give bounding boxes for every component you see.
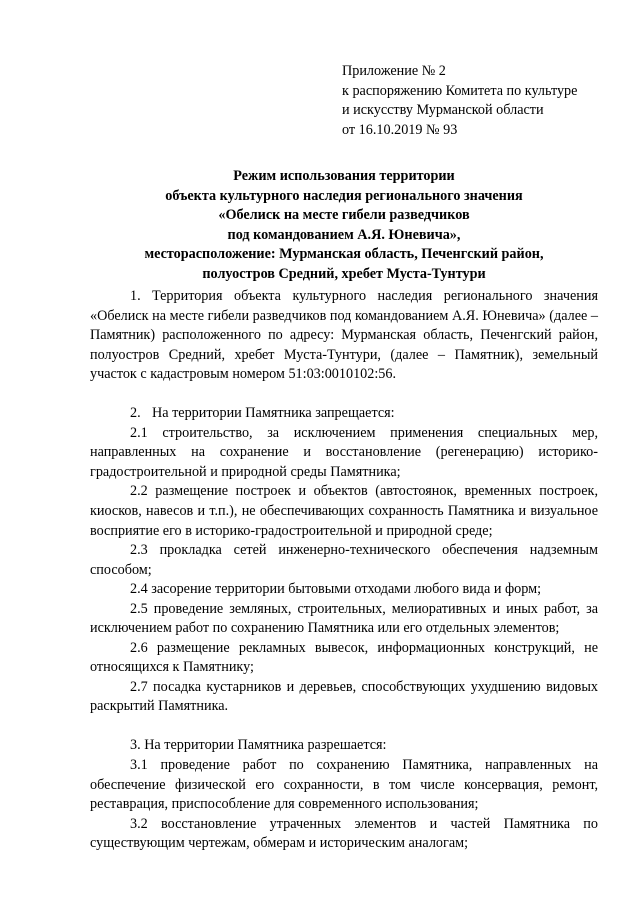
document-body [90, 287, 598, 854]
title-line-5: месторасположение: Мурманская область, Печенгский район, [144, 246, 544, 263]
list-item: 2.3 прокладка сетей инженерно-технического обеспечения надземным способом; [90, 542, 598, 578]
annex-date: от 16.10.2019 № 93 [342, 121, 458, 138]
list-item: 2.2 размещение построек и объектов (автостоянок, временных построек, киосков, навесов и т.п.), не обеспечивающих сохранность Памятника и визуальное восприятие его в историко-градостроительной и природной среде; [90, 483, 598, 539]
list-item: 3.1 проведение работ по сохранению Памятника, направленных на обеспечение физической его сохранности, в том числе консервация, ремонт, реставрация, приспособление для современного использования; [90, 757, 598, 813]
annex-authority: и искусству Мурманской области [342, 102, 544, 119]
title-line-6: полуостров Средний, хребет Муста-Тунтури [202, 265, 486, 282]
document-title [90, 167, 598, 285]
section-2-number: 2. [130, 405, 141, 422]
section-2-heading-text: На территории Памятника запрещается: [152, 405, 395, 422]
section-1-number: 1. [130, 288, 141, 304]
title-line-1: Режим использования территории [233, 168, 455, 184]
title-line-2: объекта культурного наследия регионального значения [165, 187, 523, 204]
list-item: 2.5 проведение земляных, строительных, мелиоративных и иных работ, за исключением работ по сохранению Памятника или его отдельных элементов; [90, 600, 598, 637]
annex-order-ref: к распоряжению Комитета по культуре [342, 82, 578, 99]
section-1-paragraph [90, 287, 598, 385]
list-item: 3.2 восстановление утраченных элементов и частей Памятника по существующим чертежам, обмерам и историческим аналогам; [90, 815, 598, 852]
list-item: 2.7 посадка кустарников и деревьев, способствующих ухудшению видовых раскрытий Памятника. [90, 678, 598, 715]
section-2-heading [90, 404, 598, 424]
title-line-3: «Обелиск на месте гибели разведчиков [218, 207, 470, 224]
list-item: 2.4 засорение территории бытовыми отходами любого вида и форм; [130, 581, 542, 598]
annex-header [342, 62, 577, 140]
section-3-heading: 3. На территории Памятника разрешается: [130, 737, 387, 754]
section-1-text: Территория объекта культурного наследия регионального значения «Обелиск на месте гибели разведчиков под командованием А.Я. Юневича» (далее – Памятник) расположенного по адресу: Мурманская область, Печенгский район, полуостров Средний, хребет Муста-Тунтури, (далее – Памятник), земельный участок с кадастровым номером 51:03:0010102:56. [90, 288, 598, 383]
list-item: 2.1 строительство, за исключением применения специальных мер, направленных на сохранение и восстановление (регенерацию) историко-градостроительной и природной среды Памятника; [90, 424, 598, 480]
list-item: 2.6 размещение рекламных вывесок, информационных конструкций, не относящихся к Памятнику; [90, 639, 598, 676]
title-line-4: под командованием А.Я. Юневича», [227, 226, 461, 243]
annex-number: Приложение № 2 [342, 63, 446, 79]
